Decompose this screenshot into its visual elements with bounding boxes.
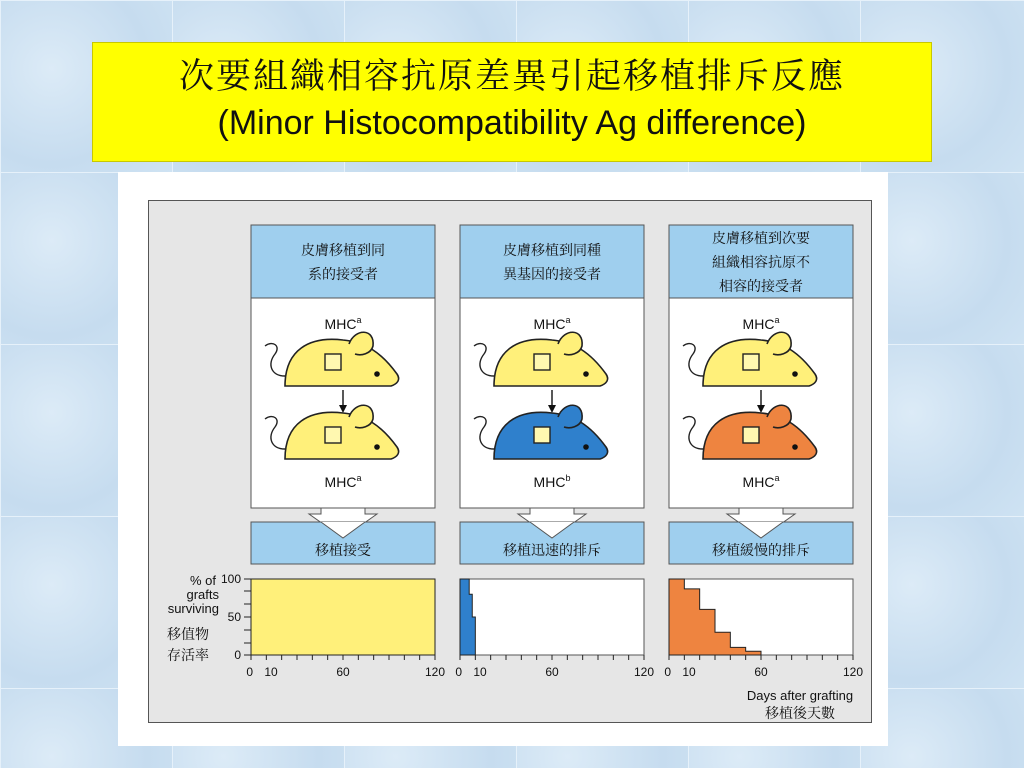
panel-3-result-label: 移植緩慢的排斥 <box>712 543 810 559</box>
panel-2-donor-mhc-base: MHC <box>533 316 566 332</box>
panel-2-donor-mouse-graft-square <box>534 354 550 370</box>
panel-1-recipient-mhc-superscript: a <box>356 473 362 483</box>
y-tick-label: 0 <box>234 648 241 662</box>
chart-1-x-tick-label: 0 <box>246 665 253 679</box>
panel-1-header-line-2: 系的接受者 <box>308 267 378 283</box>
y-axis-label-line-1: % of <box>189 573 216 588</box>
y-axis-label-line-3: surviving <box>167 601 219 616</box>
panel-2-recipient-mouse-graft-square <box>534 427 550 443</box>
panel-2-header <box>460 225 644 298</box>
x-axis-label-zh: 移植後天數 <box>765 706 835 722</box>
chart-3-x-tick-label: 120 <box>842 665 864 679</box>
panel-1-donor-mhc <box>325 315 362 332</box>
panel-3-donor-mouse-eye <box>792 371 798 377</box>
title-english: (Minor Histocompatibility Ag difference) <box>217 104 807 142</box>
panel-2-recipient-mouse-eye <box>583 444 589 450</box>
panel-2-header-line-1: 皮膚移植到同種 <box>503 243 601 259</box>
panel-3-header-line-1: 皮膚移植到次要 <box>712 231 810 247</box>
chart-3-x-tick-label: 60 <box>754 665 768 679</box>
panel-1-header-line-1: 皮膚移植到同 <box>301 243 385 259</box>
panel-1-header <box>251 225 435 298</box>
panel-2-donor-mhc-superscript: a <box>565 315 571 325</box>
panel-3-donor-mhc-superscript: a <box>774 315 780 325</box>
chart-1-x-tick-label: 10 <box>264 665 278 679</box>
panel-2-header-line-2: 異基因的接受者 <box>503 267 601 283</box>
panel-3-recipient-mhc-superscript: a <box>774 473 780 483</box>
panel-1-donor-mouse-graft-square <box>325 354 341 370</box>
chart-2-x-tick-label: 0 <box>455 665 462 679</box>
panel-3-recipient-mhc-base: MHC <box>742 474 775 490</box>
chart-1-x-tick-label: 120 <box>424 665 446 679</box>
panel-2-donor-mouse-eye <box>583 371 589 377</box>
panel-1-donor-mouse-eye <box>374 371 380 377</box>
chart-3-x-tick-label: 0 <box>664 665 671 679</box>
panel-1-result-label: 移植接受 <box>315 543 371 559</box>
y-tick-label: 50 <box>227 610 241 624</box>
panel-1-donor-mhc-base: MHC <box>324 316 357 332</box>
y-axis-label-line-2: grafts <box>186 587 219 602</box>
panel-3-recipient-mouse-eye <box>792 444 798 450</box>
panel-2-result-label: 移植迅速的排斥 <box>503 543 601 559</box>
y-tick-label: 100 <box>220 572 241 586</box>
y-axis-label-zh-line-2: 存活率 <box>167 648 209 664</box>
chart-2-plot-area <box>460 579 644 655</box>
chart-2-x-tick-label: 10 <box>473 665 487 679</box>
panel-3-recipient-mhc <box>743 473 780 490</box>
panel-3-header-line-3: 相容的接受者 <box>719 279 803 295</box>
panel-2-recipient-mhc-superscript: b <box>565 473 571 483</box>
panel-1-recipient-mhc <box>325 473 362 490</box>
panel-1-recipient-mouse-eye <box>374 444 380 450</box>
y-axis-label-zh-line-1: 移值物 <box>167 627 209 643</box>
panel-2-recipient-mhc <box>534 473 571 490</box>
x-axis-label: Days after grafting <box>746 688 854 703</box>
chart-3-x-tick-label: 10 <box>682 665 696 679</box>
panel-3-donor-mhc <box>743 315 780 332</box>
panel-1-recipient-mhc-base: MHC <box>324 474 357 490</box>
panel-1-donor-mhc-superscript: a <box>356 315 362 325</box>
panel-3-donor-mhc-base: MHC <box>742 316 775 332</box>
chart-2-x-tick-label: 120 <box>633 665 655 679</box>
panel-3-recipient-mouse-graft-square <box>743 427 759 443</box>
panel-2-recipient-mhc-base: MHC <box>533 474 566 490</box>
panel-3-header-line-2: 組織相容抗原不 <box>712 255 810 271</box>
chart-2-x-tick-label: 60 <box>545 665 559 679</box>
chart-1-survival-area <box>251 579 435 655</box>
panel-2-donor-mhc <box>534 315 571 332</box>
panel-3-donor-mouse-graft-square <box>743 354 759 370</box>
panel-1-recipient-mouse-graft-square <box>325 427 341 443</box>
chart-1-x-tick-label: 60 <box>336 665 350 679</box>
title-chinese: 次要組織相容抗原差異引起移植排斥反應 <box>178 57 845 97</box>
